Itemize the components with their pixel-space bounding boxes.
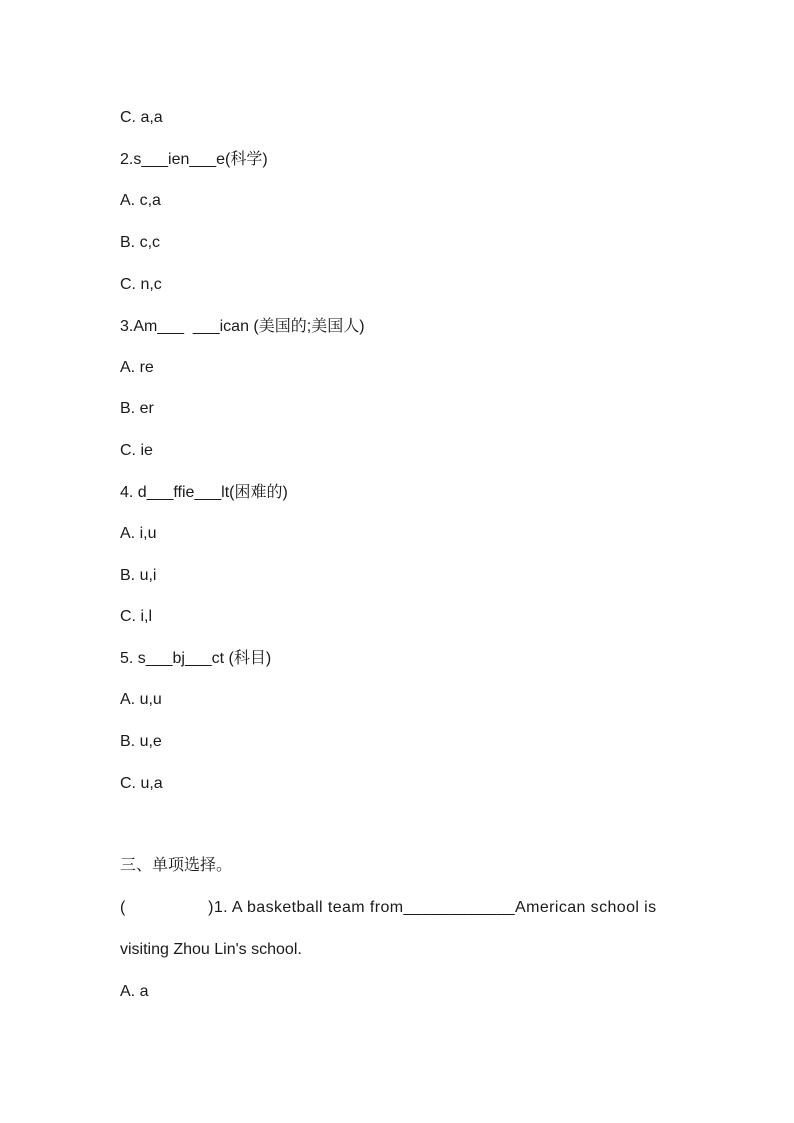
option-c: C. ie: [120, 442, 153, 459]
question-4: 4. d___ffie___lt(困难的): [120, 484, 288, 501]
option-b: B. c,c: [120, 234, 161, 251]
question-3: 3.Am___ ___ican (美国的;美国人): [120, 318, 365, 335]
option-a: A. c,a: [120, 192, 161, 209]
option-a: A. i,u: [120, 525, 157, 542]
option-b: B. er: [120, 400, 154, 417]
option-b: B. u,e: [120, 733, 162, 750]
option-a: A. u,u: [120, 691, 162, 708]
option-c: C. i,l: [120, 608, 152, 625]
question-1-line-1: ( )1. A basketball team from____________American school is: [120, 899, 657, 916]
question-1-option-a: A. a: [120, 983, 149, 1000]
option-c: C. u,a: [120, 775, 163, 792]
option-a: A. re: [120, 359, 154, 376]
question-5: 5. s___bj___ct (科目): [120, 650, 272, 667]
option-c: C. a,a: [120, 109, 163, 126]
section-heading: 三、单项选择。: [120, 857, 233, 874]
question-1-line-2: visiting Zhou Lin's school.: [120, 941, 302, 958]
option-c: C. n,c: [120, 276, 162, 293]
question-2: 2.s___ien___e(科学): [120, 151, 268, 168]
option-b: B. u,i: [120, 567, 157, 584]
